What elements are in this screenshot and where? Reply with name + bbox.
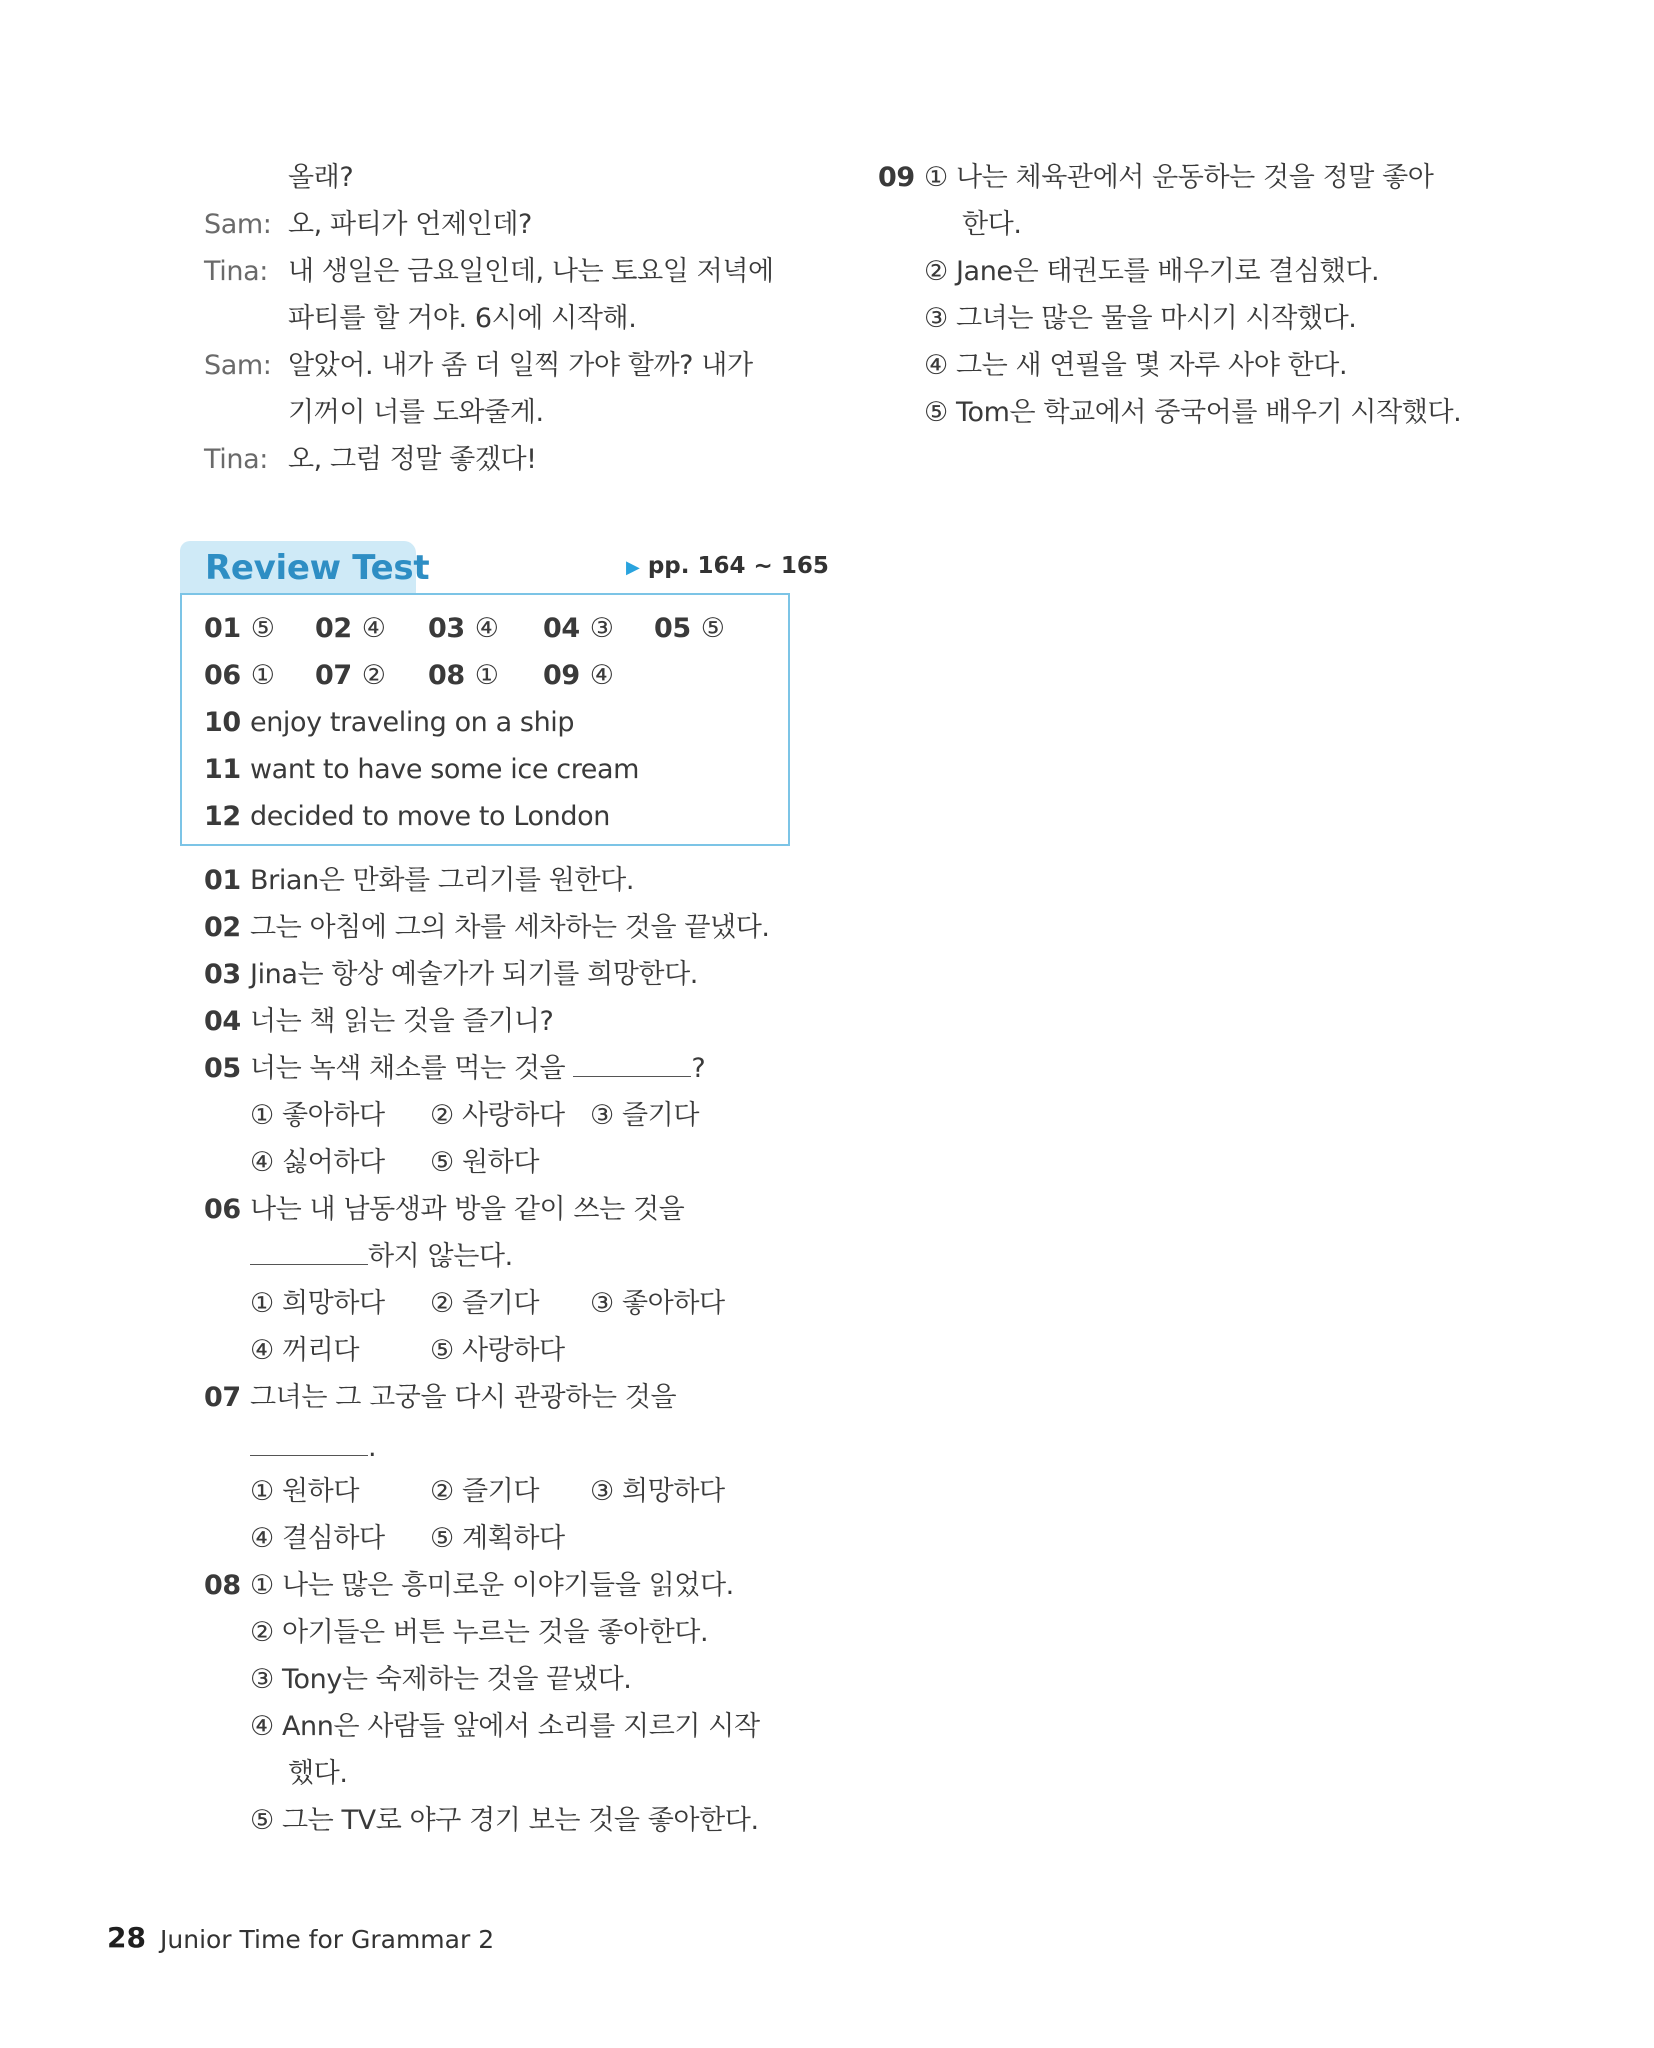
option: ③ 즐기다 bbox=[590, 1100, 700, 1131]
item-text bbox=[250, 1045, 705, 1092]
answer-item bbox=[654, 605, 725, 652]
item-text: 그는 아침에 그의 차를 세차하는 것을 끝냈다. bbox=[250, 912, 770, 943]
item-text: 나는 내 남동생과 방을 같이 쓰는 것을 bbox=[250, 1194, 685, 1225]
item-text: Jina는 항상 예술가가 되기를 희망한다. bbox=[250, 959, 698, 990]
review-test-title: Review Test bbox=[205, 548, 430, 588]
question-mark: ? bbox=[691, 1053, 706, 1084]
continuation bbox=[250, 1424, 376, 1471]
answer-choice: ⑤ bbox=[250, 613, 275, 644]
option: ③ 좋아하다 bbox=[590, 1288, 725, 1319]
item-number: 07 bbox=[204, 1382, 241, 1413]
item-text: ① 나는 체육관에서 운동하는 것을 정말 좋아 bbox=[924, 162, 1434, 193]
blank-line bbox=[573, 1054, 691, 1077]
item-line: 했다. bbox=[288, 1758, 348, 1789]
answer-number: 05 bbox=[654, 613, 691, 644]
answer-number: 06 bbox=[204, 660, 241, 691]
item-text: ① 나는 많은 흥미로운 이야기들을 읽었다. bbox=[250, 1570, 734, 1601]
page-number: 28 bbox=[107, 1921, 146, 1954]
item-number: 05 bbox=[204, 1053, 241, 1084]
option: ④ 꺼리다 bbox=[250, 1335, 360, 1366]
speaker: Tina: bbox=[204, 256, 268, 287]
sentence-end: . bbox=[368, 1432, 377, 1463]
dialogue-text: 오, 파티가 언제인데? bbox=[288, 209, 532, 240]
dialogue-text: 알았어. 내가 좀 더 일찍 가야 할까? 내가 bbox=[288, 350, 753, 381]
blank-line bbox=[250, 1242, 368, 1265]
dialogue-text: 파티를 할 거야. 6시에 시작해. bbox=[288, 303, 637, 334]
item-line: ③ Tony는 숙제하는 것을 끝냈다. bbox=[250, 1664, 632, 1695]
answer-item bbox=[428, 652, 499, 699]
answer-number: 08 bbox=[428, 660, 465, 691]
answer-number: 11 bbox=[204, 754, 241, 785]
answer-item bbox=[204, 652, 275, 699]
option: ⑤ 계획하다 bbox=[430, 1523, 565, 1554]
answer-number: 04 bbox=[543, 613, 580, 644]
answer-number: 07 bbox=[315, 660, 352, 691]
answer-item bbox=[315, 652, 386, 699]
dialogue-text: 내 생일은 금요일인데, 나는 토요일 저녁에 bbox=[288, 256, 774, 287]
item-number: 02 bbox=[204, 912, 241, 943]
item-number: 06 bbox=[204, 1194, 241, 1225]
answer-choice: ④ bbox=[474, 613, 499, 644]
answer-text: decided to move to London bbox=[250, 801, 610, 832]
answer-text: want to have some ice cream bbox=[250, 754, 640, 785]
answer-item bbox=[428, 605, 499, 652]
option: ② 즐기다 bbox=[430, 1288, 540, 1319]
item-number: 01 bbox=[204, 865, 241, 896]
answer-item bbox=[204, 605, 275, 652]
item-line: ④ Ann은 사람들 앞에서 소리를 지르기 시작 bbox=[250, 1711, 760, 1742]
sentence-end: 하지 않는다. bbox=[368, 1241, 513, 1272]
item-line: 한다. bbox=[962, 209, 1022, 240]
answer-number: 12 bbox=[204, 801, 241, 832]
item-line: ⑤ 그는 TV로 야구 경기 보는 것을 좋아한다. bbox=[250, 1805, 759, 1836]
item-number: 08 bbox=[204, 1570, 241, 1601]
answer-item bbox=[315, 605, 386, 652]
item-line: ② Jane은 태권도를 배우기로 결심했다. bbox=[924, 256, 1380, 287]
dialogue-text: 오, 그럼 정말 좋겠다! bbox=[288, 444, 537, 475]
answer-item bbox=[543, 652, 614, 699]
continuation bbox=[250, 1233, 513, 1280]
item-text: 너는 책 읽는 것을 즐기니? bbox=[250, 1006, 554, 1037]
item-line: ② 아기들은 버튼 누르는 것을 좋아한다. bbox=[250, 1617, 709, 1648]
answer-choice: ① bbox=[474, 660, 499, 691]
answer-choice: ⑤ bbox=[700, 613, 725, 644]
answer-choice: ② bbox=[361, 660, 386, 691]
item-line: ⑤ Tom은 학교에서 중국어를 배우기 시작했다. bbox=[924, 397, 1462, 428]
answer-text: enjoy traveling on a ship bbox=[250, 707, 575, 738]
answer-number: 03 bbox=[428, 613, 465, 644]
item-number: 09 bbox=[878, 162, 915, 193]
item-line: ③ 그녀는 많은 물을 마시기 시작했다. bbox=[924, 303, 1357, 334]
answer-item bbox=[543, 605, 614, 652]
speaker: Sam: bbox=[204, 209, 272, 240]
option: ① 원하다 bbox=[250, 1476, 360, 1507]
answer-number: 10 bbox=[204, 707, 241, 738]
page-reference bbox=[626, 549, 829, 585]
item-number: 03 bbox=[204, 959, 241, 990]
item-text: Brian은 만화를 그리기를 원한다. bbox=[250, 865, 635, 896]
option: ③ 희망하다 bbox=[590, 1476, 725, 1507]
dialogue-text: 기꺼이 너를 도와줄게. bbox=[288, 397, 544, 428]
speaker: Sam: bbox=[204, 350, 272, 381]
option: ② 즐기다 bbox=[430, 1476, 540, 1507]
dialogue-text: 올래? bbox=[288, 162, 354, 193]
play-triangle-icon: ▶ bbox=[626, 557, 640, 578]
answer-choice: ③ bbox=[589, 613, 614, 644]
option: ① 희망하다 bbox=[250, 1288, 385, 1319]
blank-line bbox=[250, 1433, 368, 1456]
item-line: ④ 그는 새 연필을 몇 자루 사야 한다. bbox=[924, 350, 1348, 381]
answer-choice: ④ bbox=[361, 613, 386, 644]
option: ④ 싫어하다 bbox=[250, 1147, 385, 1178]
option: ⑤ 원하다 bbox=[430, 1147, 540, 1178]
answer-number: 01 bbox=[204, 613, 241, 644]
option: ⑤ 사랑하다 bbox=[430, 1335, 565, 1366]
answer-choice: ① bbox=[250, 660, 275, 691]
item-text: 그녀는 그 고궁을 다시 관광하는 것을 bbox=[250, 1382, 677, 1413]
answer-number: 09 bbox=[543, 660, 580, 691]
answer-number: 02 bbox=[315, 613, 352, 644]
book-title: Junior Time for Grammar 2 bbox=[160, 1925, 495, 1954]
option: ① 좋아하다 bbox=[250, 1100, 385, 1131]
option: ④ 결심하다 bbox=[250, 1523, 385, 1554]
speaker: Tina: bbox=[204, 444, 268, 475]
sentence: 너는 녹색 채소를 먹는 것을 bbox=[250, 1053, 566, 1084]
page-range: pp. 164 ~ 165 bbox=[647, 553, 829, 579]
item-number: 04 bbox=[204, 1006, 241, 1037]
answer-choice: ④ bbox=[589, 660, 614, 691]
option: ② 사랑하다 bbox=[430, 1100, 565, 1131]
